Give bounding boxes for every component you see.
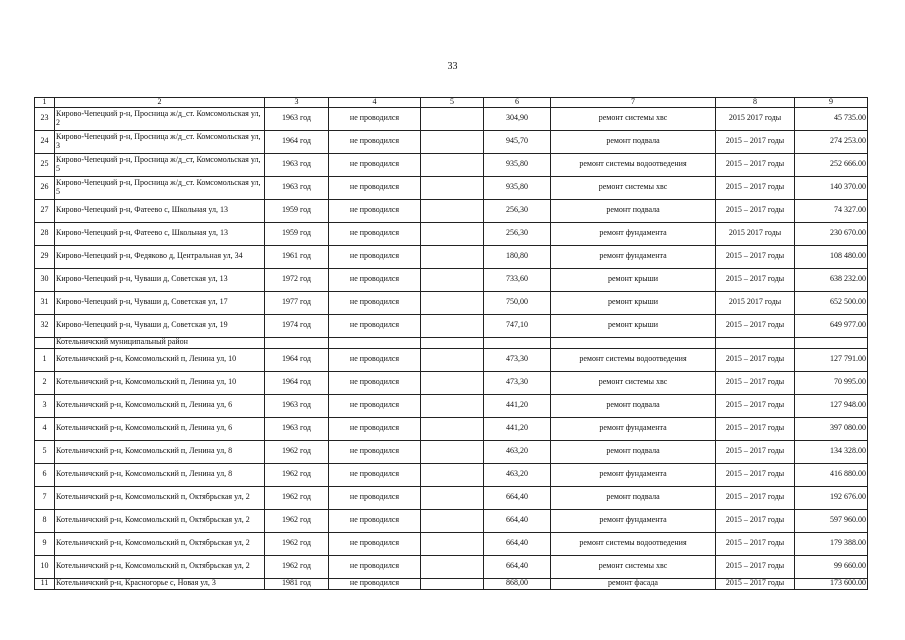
row-number-cell: 29: [35, 245, 55, 268]
address-cell: Котельничский р-н, Комсомольский п, Октябрьская ул, 2: [55, 509, 265, 532]
cost-cell: 45 735.00: [795, 107, 868, 130]
area-cell: 945,70: [484, 130, 551, 153]
table-row: [35, 268, 868, 291]
last-repair-cell: не проводился: [329, 245, 421, 268]
last-repair-cell: не проводился: [329, 314, 421, 337]
column-5-cell: [421, 509, 484, 532]
address-cell: Кирово-Чепецкий р-н, Просница ж/д_ст. Комсомольская ул, 5: [55, 176, 265, 199]
cost-cell: 127 791.00: [795, 348, 868, 371]
period-cell: 2015 – 2017 годы: [716, 578, 795, 589]
period-cell: 2015 2017 годы: [716, 107, 795, 130]
column-5-cell: [421, 107, 484, 130]
repair-schedule-table: [34, 97, 868, 590]
period-cell: 2015 – 2017 годы: [716, 440, 795, 463]
work-type-cell: ремонт подвала: [551, 199, 716, 222]
table-row: [35, 440, 868, 463]
area-cell: 664,40: [484, 555, 551, 578]
address-cell: Кирово-Чепецкий р-н, Просница ж/д_ст, Комсомольская ул, 5: [55, 153, 265, 176]
last-repair-cell: не проводился: [329, 107, 421, 130]
table-row: [35, 245, 868, 268]
year-built-cell: 1962 год: [265, 509, 329, 532]
address-cell: Кирово-Чепецкий р-н, Чуваши д, Советская ул, 17: [55, 291, 265, 314]
row-number-cell: 24: [35, 130, 55, 153]
period-cell: 2015 – 2017 годы: [716, 417, 795, 440]
work-type-cell: ремонт системы водоотведения: [551, 348, 716, 371]
year-built-cell: 1964 год: [265, 130, 329, 153]
column-5-cell: [421, 176, 484, 199]
section-empty-cell: [35, 337, 55, 348]
period-cell: 2015 – 2017 годы: [716, 268, 795, 291]
table-row: [35, 153, 868, 176]
period-cell: 2015 – 2017 годы: [716, 509, 795, 532]
address-cell: Кирово-Чепецкий р-н, Просница ж/д_ст. Комсомольская ул, 2: [55, 107, 265, 130]
section-empty-cell: [795, 337, 868, 348]
row-number-cell: 1: [35, 348, 55, 371]
cost-cell: 74 327.00: [795, 199, 868, 222]
period-cell: 2015 – 2017 годы: [716, 348, 795, 371]
last-repair-cell: не проводился: [329, 486, 421, 509]
address-cell: Котельничский р-н, Комсомольский п, Ленина ул, 6: [55, 417, 265, 440]
last-repair-cell: не проводился: [329, 371, 421, 394]
year-built-cell: 1959 год: [265, 199, 329, 222]
last-repair-cell: не проводился: [329, 348, 421, 371]
table-body: [35, 98, 868, 590]
area-cell: 441,20: [484, 417, 551, 440]
column-header: 7: [551, 98, 716, 108]
area-cell: 473,30: [484, 371, 551, 394]
area-cell: 664,40: [484, 486, 551, 509]
year-built-cell: 1962 год: [265, 463, 329, 486]
row-number-cell: 26: [35, 176, 55, 199]
table-row: [35, 532, 868, 555]
column-5-cell: [421, 417, 484, 440]
column-header: 6: [484, 98, 551, 108]
column-header: 9: [795, 98, 868, 108]
period-cell: 2015 – 2017 годы: [716, 153, 795, 176]
last-repair-cell: не проводился: [329, 199, 421, 222]
work-type-cell: ремонт фундамента: [551, 463, 716, 486]
address-cell: Котельничский р-н, Комсомольский п, Ленина ул, 8: [55, 440, 265, 463]
work-type-cell: ремонт фундамента: [551, 509, 716, 532]
address-cell: Кирово-Чепецкий р-н, Фатеево с, Школьная ул, 13: [55, 222, 265, 245]
period-cell: 2015 – 2017 годы: [716, 532, 795, 555]
column-header: 8: [716, 98, 795, 108]
area-cell: 664,40: [484, 509, 551, 532]
section-empty-cell: [421, 337, 484, 348]
work-type-cell: ремонт системы хвс: [551, 107, 716, 130]
period-cell: 2015 2017 годы: [716, 291, 795, 314]
cost-cell: 140 370.00: [795, 176, 868, 199]
row-number-cell: 27: [35, 199, 55, 222]
column-5-cell: [421, 463, 484, 486]
cost-cell: 134 328.00: [795, 440, 868, 463]
column-5-cell: [421, 153, 484, 176]
column-5-cell: [421, 199, 484, 222]
cost-cell: 597 960.00: [795, 509, 868, 532]
year-built-cell: 1962 год: [265, 532, 329, 555]
table-row: [35, 107, 868, 130]
area-cell: 256,30: [484, 199, 551, 222]
column-5-cell: [421, 222, 484, 245]
year-built-cell: 1977 год: [265, 291, 329, 314]
address-cell: Котельничский р-н, Комсомольский п, Октябрьская ул, 2: [55, 486, 265, 509]
row-number-cell: 2: [35, 371, 55, 394]
table-row: [35, 509, 868, 532]
last-repair-cell: не проводился: [329, 222, 421, 245]
column-5-cell: [421, 291, 484, 314]
area-cell: 473,30: [484, 348, 551, 371]
last-repair-cell: не проводился: [329, 268, 421, 291]
column-header: 4: [329, 98, 421, 108]
cost-cell: 127 948.00: [795, 394, 868, 417]
table-row: [35, 291, 868, 314]
page-number: 33: [447, 61, 458, 72]
cost-cell: 70 995.00: [795, 371, 868, 394]
year-built-cell: 1963 год: [265, 176, 329, 199]
row-number-cell: 5: [35, 440, 55, 463]
work-type-cell: ремонт подвала: [551, 130, 716, 153]
period-cell: 2015 2017 годы: [716, 222, 795, 245]
row-number-cell: 30: [35, 268, 55, 291]
address-cell: Кирово-Чепецкий р-н, Фатеево с, Школьная ул, 13: [55, 199, 265, 222]
section-empty-cell: [716, 337, 795, 348]
area-cell: 180,80: [484, 245, 551, 268]
work-type-cell: ремонт подвала: [551, 440, 716, 463]
period-cell: 2015 – 2017 годы: [716, 486, 795, 509]
work-type-cell: ремонт системы водоотведения: [551, 532, 716, 555]
address-cell: Кирово-Чепецкий р-н, Федяково д, Центральная ул, 34: [55, 245, 265, 268]
period-cell: 2015 – 2017 годы: [716, 176, 795, 199]
address-cell: Котельничский р-н, Комсомольский п, Ленина ул, 8: [55, 463, 265, 486]
column-header: 3: [265, 98, 329, 108]
cost-cell: 416 880.00: [795, 463, 868, 486]
period-cell: 2015 – 2017 годы: [716, 245, 795, 268]
year-built-cell: 1961 год: [265, 245, 329, 268]
table-row: [35, 176, 868, 199]
table-row: [35, 199, 868, 222]
table-row: [35, 486, 868, 509]
cost-cell: 274 253.00: [795, 130, 868, 153]
work-type-cell: ремонт фундамента: [551, 245, 716, 268]
column-5-cell: [421, 394, 484, 417]
address-cell: Котельничский р-н, Комсомольский п, Ленина ул, 10: [55, 348, 265, 371]
table-row: [35, 417, 868, 440]
cost-cell: 397 080.00: [795, 417, 868, 440]
row-number-cell: 3: [35, 394, 55, 417]
row-number-cell: 31: [35, 291, 55, 314]
work-type-cell: ремонт фундамента: [551, 417, 716, 440]
year-built-cell: 1964 год: [265, 371, 329, 394]
cost-cell: 192 676.00: [795, 486, 868, 509]
address-cell: Кирово-Чепецкий р-н, Чуваши д, Советская ул, 19: [55, 314, 265, 337]
table-row: [35, 394, 868, 417]
row-number-cell: 4: [35, 417, 55, 440]
table-row: [35, 463, 868, 486]
row-number-cell: 10: [35, 555, 55, 578]
area-cell: 750,00: [484, 291, 551, 314]
column-5-cell: [421, 440, 484, 463]
row-number-cell: 7: [35, 486, 55, 509]
last-repair-cell: не проводился: [329, 463, 421, 486]
last-repair-cell: не проводился: [329, 130, 421, 153]
last-repair-cell: не проводился: [329, 578, 421, 589]
section-row: [35, 337, 868, 348]
area-cell: 733,60: [484, 268, 551, 291]
column-5-cell: [421, 130, 484, 153]
year-built-cell: 1963 год: [265, 394, 329, 417]
area-cell: 463,20: [484, 440, 551, 463]
last-repair-cell: не проводился: [329, 394, 421, 417]
column-5-cell: [421, 532, 484, 555]
column-5-cell: [421, 486, 484, 509]
address-cell: Котельничский р-н, Комсомольский п, Октябрьская ул, 2: [55, 532, 265, 555]
area-cell: 664,40: [484, 532, 551, 555]
table-row: [35, 130, 868, 153]
area-cell: 304,90: [484, 107, 551, 130]
address-cell: Кирово-Чепецкий р-н, Чуваши д, Советская ул, 13: [55, 268, 265, 291]
column-5-cell: [421, 268, 484, 291]
column-number-row: [35, 98, 868, 108]
period-cell: 2015 – 2017 годы: [716, 371, 795, 394]
section-empty-cell: [551, 337, 716, 348]
table-row: [35, 555, 868, 578]
period-cell: 2015 – 2017 годы: [716, 394, 795, 417]
section-empty-cell: [329, 337, 421, 348]
work-type-cell: ремонт подвала: [551, 394, 716, 417]
last-repair-cell: не проводился: [329, 417, 421, 440]
year-built-cell: 1972 год: [265, 268, 329, 291]
year-built-cell: 1964 год: [265, 348, 329, 371]
column-header: 1: [35, 98, 55, 108]
work-type-cell: ремонт подвала: [551, 486, 716, 509]
section-empty-cell: [484, 337, 551, 348]
cost-cell: 638 232.00: [795, 268, 868, 291]
year-built-cell: 1963 год: [265, 417, 329, 440]
table-row: [35, 222, 868, 245]
cost-cell: 230 670.00: [795, 222, 868, 245]
work-type-cell: ремонт фасада: [551, 578, 716, 589]
work-type-cell: ремонт крыши: [551, 291, 716, 314]
column-header: 2: [55, 98, 265, 108]
period-cell: 2015 – 2017 годы: [716, 555, 795, 578]
row-number-cell: 9: [35, 532, 55, 555]
section-title: Котельничский муниципальный район: [55, 337, 265, 348]
period-cell: 2015 – 2017 годы: [716, 199, 795, 222]
last-repair-cell: не проводился: [329, 153, 421, 176]
row-number-cell: 11: [35, 578, 55, 589]
period-cell: 2015 – 2017 годы: [716, 463, 795, 486]
table-row: [35, 371, 868, 394]
area-cell: 747,10: [484, 314, 551, 337]
work-type-cell: ремонт фундамента: [551, 222, 716, 245]
last-repair-cell: не проводился: [329, 509, 421, 532]
year-built-cell: 1963 год: [265, 153, 329, 176]
work-type-cell: ремонт системы водоотведения: [551, 153, 716, 176]
cost-cell: 179 388.00: [795, 532, 868, 555]
area-cell: 463,20: [484, 463, 551, 486]
year-built-cell: 1974 год: [265, 314, 329, 337]
work-type-cell: ремонт системы хвс: [551, 555, 716, 578]
table-row: [35, 314, 868, 337]
table-row: [35, 578, 868, 589]
year-built-cell: 1962 год: [265, 486, 329, 509]
area-cell: 256,30: [484, 222, 551, 245]
year-built-cell: 1962 год: [265, 440, 329, 463]
work-type-cell: ремонт системы хвс: [551, 176, 716, 199]
address-cell: Котельничский р-н, Красногорье с, Новая ул, 3: [55, 578, 265, 589]
cost-cell: 99 660.00: [795, 555, 868, 578]
table-row: [35, 348, 868, 371]
period-cell: 2015 – 2017 годы: [716, 314, 795, 337]
column-5-cell: [421, 245, 484, 268]
address-cell: Котельничский р-н, Комсомольский п, Ленина ул, 10: [55, 371, 265, 394]
cost-cell: 173 600.00: [795, 578, 868, 589]
row-number-cell: 28: [35, 222, 55, 245]
row-number-cell: 25: [35, 153, 55, 176]
year-built-cell: 1981 год: [265, 578, 329, 589]
cost-cell: 252 666.00: [795, 153, 868, 176]
last-repair-cell: не проводился: [329, 555, 421, 578]
section-empty-cell: [265, 337, 329, 348]
last-repair-cell: не проводился: [329, 532, 421, 555]
column-5-cell: [421, 371, 484, 394]
work-type-cell: ремонт системы хвс: [551, 371, 716, 394]
year-built-cell: 1963 год: [265, 107, 329, 130]
year-built-cell: 1959 год: [265, 222, 329, 245]
last-repair-cell: не проводился: [329, 440, 421, 463]
column-5-cell: [421, 578, 484, 589]
last-repair-cell: не проводился: [329, 291, 421, 314]
column-5-cell: [421, 348, 484, 371]
area-cell: 868,00: [484, 578, 551, 589]
row-number-cell: 23: [35, 107, 55, 130]
cost-cell: 652 500.00: [795, 291, 868, 314]
row-number-cell: 32: [35, 314, 55, 337]
cost-cell: 649 977.00: [795, 314, 868, 337]
area-cell: 935,80: [484, 153, 551, 176]
last-repair-cell: не проводился: [329, 176, 421, 199]
column-header: 5: [421, 98, 484, 108]
period-cell: 2015 – 2017 годы: [716, 130, 795, 153]
row-number-cell: 6: [35, 463, 55, 486]
row-number-cell: 8: [35, 509, 55, 532]
work-type-cell: ремонт крыши: [551, 314, 716, 337]
year-built-cell: 1962 год: [265, 555, 329, 578]
area-cell: 441,20: [484, 394, 551, 417]
cost-cell: 108 480.00: [795, 245, 868, 268]
address-cell: Кирово-Чепецкий р-н, Просница ж/д_ст. Комсомольская ул, 3: [55, 130, 265, 153]
column-5-cell: [421, 555, 484, 578]
work-type-cell: ремонт крыши: [551, 268, 716, 291]
area-cell: 935,80: [484, 176, 551, 199]
address-cell: Котельничский р-н, Комсомольский п, Октябрьская ул, 2: [55, 555, 265, 578]
column-5-cell: [421, 314, 484, 337]
address-cell: Котельничский р-н, Комсомольский п, Ленина ул, 6: [55, 394, 265, 417]
